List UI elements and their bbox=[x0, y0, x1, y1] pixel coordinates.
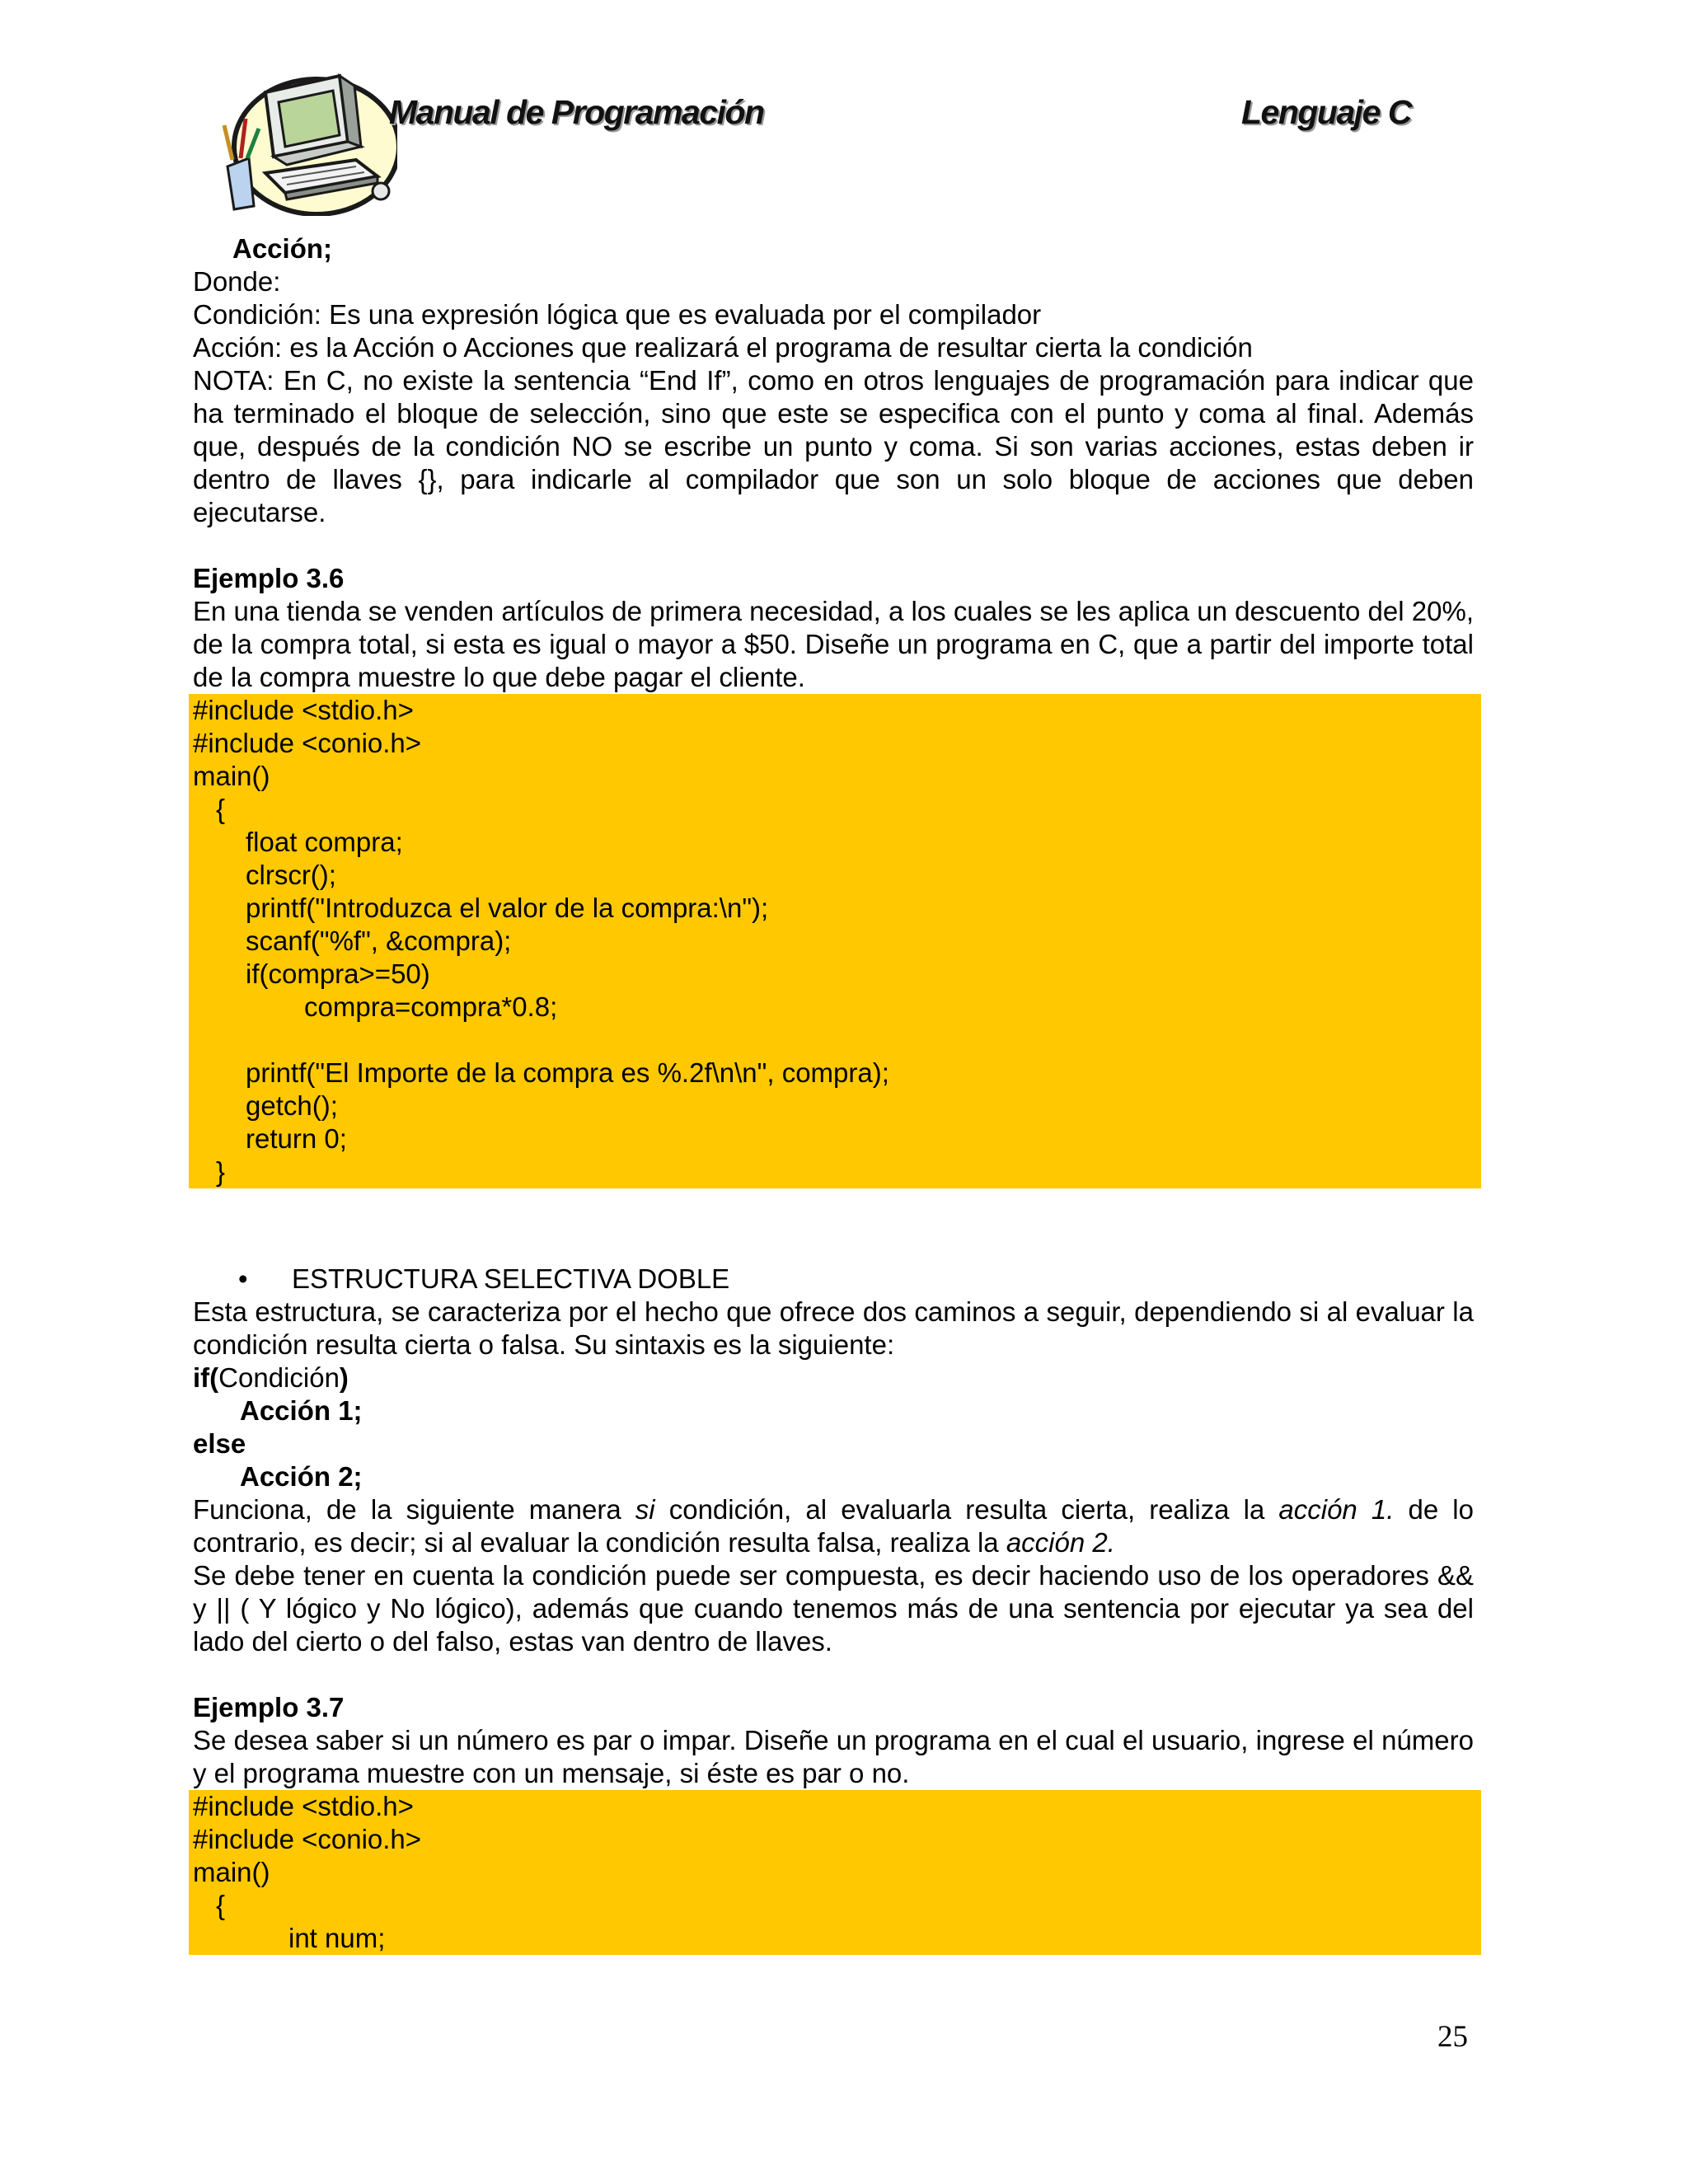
code-line: { bbox=[216, 794, 226, 824]
doble-description: Esta estructura, se caracteriza por el hecho que ofrece dos caminos a seguir, dependiendo si al evaluar la condición resulta cierta o falsa. Su sintaxis es la siguiente: bbox=[193, 1296, 1474, 1360]
nota-paragraph: NOTA: En C, no existe la sentencia “End If”, como en otros lenguajes de programación para indicar que ha terminado el bloque de selección, sino que este se especifica con el punto y coma al final. Además que, después de la condición NO se escribe un punto y coma. Si son varias acciones, estas deben ir dentro de llaves {}, para indicarle al compilador que son un solo bloque de acciones que deben ejecutarse. bbox=[193, 365, 1474, 527]
code-line: #include <stdio.h> bbox=[193, 695, 414, 725]
code-line: int num; bbox=[288, 1923, 386, 1953]
code-line: { bbox=[216, 1890, 226, 1920]
example-3-6-title: Ejemplo 3.6 bbox=[193, 563, 345, 593]
code-line: if(compra>=50) bbox=[246, 958, 430, 989]
code-line: main() bbox=[193, 761, 270, 791]
condicion-compuesta-paragraph: Se debe tener en cuenta la condición puede ser compuesta, es decir haciendo uso de los operadores && y || ( Y lógico y No lógico), además que cuando tenemos más de una sentencia por ejecutar ya sea del lado del cierto o del falso, estas van dentro de llaves. bbox=[193, 1560, 1474, 1657]
code-line: clrscr(); bbox=[246, 860, 336, 890]
code-line: compra=compra*0.8; bbox=[304, 991, 558, 1022]
code-line: main() bbox=[193, 1857, 270, 1887]
donde-label: Donde: bbox=[193, 266, 281, 297]
code-line: #include <conio.h> bbox=[193, 728, 422, 758]
condicion-definition: Condición: Es una expresión lógica que es evaluada por el compilador bbox=[193, 299, 1042, 330]
example-3-7-text: Se desea saber si un número es par o impar. Diseñe un programa en el cual el usuario, ingrese el número y el programa muestre con un mensaje, si éste es par o no. bbox=[193, 1725, 1474, 1788]
code-line: float compra; bbox=[246, 827, 403, 857]
section-heading-doble bbox=[193, 1263, 1474, 1296]
example-3-7-title: Ejemplo 3.7 bbox=[193, 1692, 345, 1722]
code-block-3-7 bbox=[189, 1790, 1481, 1955]
page-content bbox=[193, 232, 1474, 1955]
syntax-accion-2: Acción 2; bbox=[240, 1461, 363, 1492]
syntax-accion-1: Acción 1; bbox=[240, 1395, 363, 1426]
code-line: printf("Introduzca el valor de la compra:\n"); bbox=[246, 893, 769, 923]
example-3-6-text: En una tienda se venden artículos de primera necesidad, a los cuales se les aplica un descuento del 20%, de la compra total, si esta es igual o mayor a $50. Diseñe un programa en C, que a partir del importe total de la compra muestre lo que debe pagar el cliente. bbox=[193, 596, 1474, 692]
syntax-if-line: if(Condición) bbox=[193, 1362, 349, 1393]
code-line: getch(); bbox=[246, 1090, 338, 1121]
code-line: return 0; bbox=[246, 1123, 347, 1154]
bullet-icon: • bbox=[238, 1263, 248, 1294]
funciona-paragraph: Funciona, de la siguiente manera si condición, al evaluarla resulta cierta, realiza la acción 1. de lo contrario, es decir; si al evaluar la condición resulta falsa, realiza la acción 2. bbox=[193, 1494, 1474, 1558]
section-heading-text: ESTRUCTURA SELECTIVA DOBLE bbox=[292, 1263, 730, 1294]
code-line: printf("El Importe de la compra es %.2f\n\n", compra); bbox=[246, 1057, 889, 1088]
code-line: #include <stdio.h> bbox=[193, 1791, 414, 1821]
header-subject: Lenguaje C bbox=[1241, 93, 1411, 131]
header-title: Manual de Programación bbox=[389, 93, 764, 131]
syntax-else: else bbox=[193, 1428, 246, 1459]
code-block-3-6 bbox=[189, 694, 1481, 1188]
computer-clipart-logo bbox=[216, 68, 397, 216]
accion-definition: Acción: es la Acción o Acciones que realizará el programa de resultar cierta la condición bbox=[193, 332, 1253, 363]
code-line: } bbox=[216, 1156, 226, 1187]
page-number: 25 bbox=[1437, 2020, 1468, 2054]
code-line: #include <conio.h> bbox=[193, 1824, 422, 1854]
code-line: scanf("%f", &compra); bbox=[246, 926, 512, 956]
code-line-blank bbox=[193, 1024, 1481, 1057]
syntax-accion: Acción; bbox=[232, 233, 333, 264]
